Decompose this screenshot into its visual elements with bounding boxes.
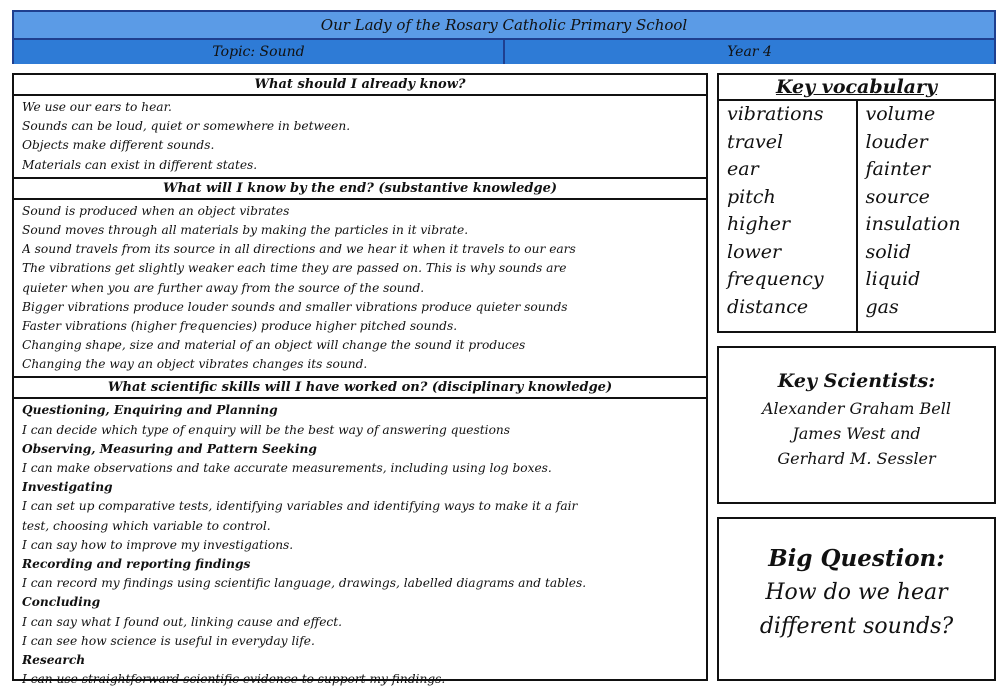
skill-heading: Recording and reporting findings bbox=[22, 556, 251, 571]
vocab-word: ear bbox=[727, 158, 759, 180]
list-item: quieter when you are further away from the source of the sound. bbox=[22, 280, 425, 295]
list-item: Objects make different sounds. bbox=[22, 138, 215, 153]
vocab-word: higher bbox=[727, 213, 791, 235]
scientist-line: James West and bbox=[792, 424, 921, 443]
list-item: I can make observations and take accurate measurements, including using log boxes. bbox=[22, 461, 552, 475]
list-item: I can say how to improve my investigations. bbox=[22, 537, 294, 552]
skill-heading: Observing, Measuring and Pattern Seeking bbox=[22, 441, 317, 456]
list-item: Changing shape, size and material of an object will change the sound it produces bbox=[22, 338, 526, 353]
vocab-word: fainter bbox=[865, 158, 931, 180]
skill-heading: Investigating bbox=[22, 480, 113, 495]
list-item: I can record my findings using scientific language, drawings, labelled diagrams and tables. bbox=[22, 576, 587, 591]
list-item: I can say what I found out, linking cause and effect. bbox=[22, 614, 343, 629]
list-item: Sound moves through all materials by making the particles in it vibrate. bbox=[22, 222, 469, 237]
vocab-word: pitch bbox=[727, 185, 776, 208]
list-item: I can decide which type of enquiry will be the best way of answering questions bbox=[22, 422, 511, 437]
big-question-line: different sounds? bbox=[759, 614, 954, 639]
big-question-line: How do we hear bbox=[765, 580, 948, 605]
list-item: Sounds can be loud, quiet or somewhere in between. bbox=[22, 119, 351, 134]
vocab-word: gas bbox=[865, 295, 899, 318]
skill-heading: Concluding bbox=[22, 595, 101, 610]
list-item: Changing the way an object vibrates changes its sound. bbox=[22, 357, 368, 372]
vocab-word: source bbox=[865, 185, 930, 208]
vocab-word: distance bbox=[727, 295, 809, 318]
list-item: I can set up comparative tests, identifying variables and identifying ways to make it a fair bbox=[22, 499, 578, 514]
skill-heading: Research bbox=[22, 652, 86, 667]
list-item: Faster vibrations (higher frequencies) produce higher pitched sounds. bbox=[22, 318, 458, 333]
list-item: I can use straightforward scientific evidence to support my findings. bbox=[22, 672, 446, 687]
list-item: Sound is produced when an object vibrates bbox=[22, 203, 290, 218]
topic-label: Topic: Sound bbox=[14, 40, 505, 64]
year-label: Year 4 bbox=[727, 44, 772, 60]
vocab-word: travel bbox=[727, 130, 784, 153]
list-item: Materials can exist in different states. bbox=[22, 157, 258, 172]
prior-heading: What should I already know? bbox=[14, 75, 706, 96]
vocab-word: volume bbox=[865, 103, 936, 125]
scientist-line: Gerhard M. Sessler bbox=[777, 449, 936, 468]
vocab-word: louder bbox=[865, 130, 928, 153]
list-item: The vibrations get slightly weaker each time they are passed on. This is why sounds are bbox=[22, 261, 567, 276]
list-item: We use our ears to hear. bbox=[22, 100, 172, 114]
list-item: I can see how science is useful in everyday life. bbox=[22, 633, 315, 648]
vocabulary-box bbox=[717, 73, 996, 333]
vocab-word: vibrations bbox=[727, 103, 824, 125]
list-item: test, choosing which variable to control. bbox=[22, 518, 271, 533]
vocab-word: solid bbox=[865, 240, 912, 263]
vocab-word: insulation bbox=[865, 213, 961, 235]
school-title: Our Lady of the Rosary Catholic Primary School bbox=[14, 12, 994, 40]
vocabulary-column-2 bbox=[858, 101, 995, 333]
big-question-heading: Big Question: bbox=[768, 545, 945, 572]
vocab-word: liquid bbox=[865, 268, 921, 290]
scientists-box bbox=[717, 346, 996, 504]
vocab-word: frequency bbox=[727, 268, 824, 290]
disciplinary-heading: What scientific skills will I have worked on? (disciplinary knowledge) bbox=[14, 376, 706, 399]
scientists-heading: Key Scientists: bbox=[777, 370, 936, 392]
knowledge-panel bbox=[12, 73, 708, 687]
substantive-heading: What will I know by the end? (substantive knowledge) bbox=[14, 177, 706, 200]
header-row bbox=[14, 40, 994, 64]
list-item: A sound travels from its source in all directions and we hear it when it travels to our ears bbox=[22, 242, 576, 257]
big-question-box bbox=[717, 517, 996, 681]
vocabulary-column-1 bbox=[719, 101, 858, 333]
vocabulary-heading: Key vocabulary bbox=[719, 75, 994, 101]
vocab-word: lower bbox=[727, 240, 782, 263]
scientist-line: Alexander Graham Bell bbox=[762, 399, 951, 418]
prior-list bbox=[14, 96, 706, 177]
header-banner bbox=[12, 10, 996, 64]
list-item: Bigger vibrations produce louder sounds and smaller vibrations produce quieter sounds bbox=[22, 299, 568, 314]
skill-heading: Questioning, Enquiring and Planning bbox=[22, 403, 278, 418]
disciplinary-list bbox=[14, 399, 706, 691]
substantive-list bbox=[14, 200, 706, 377]
